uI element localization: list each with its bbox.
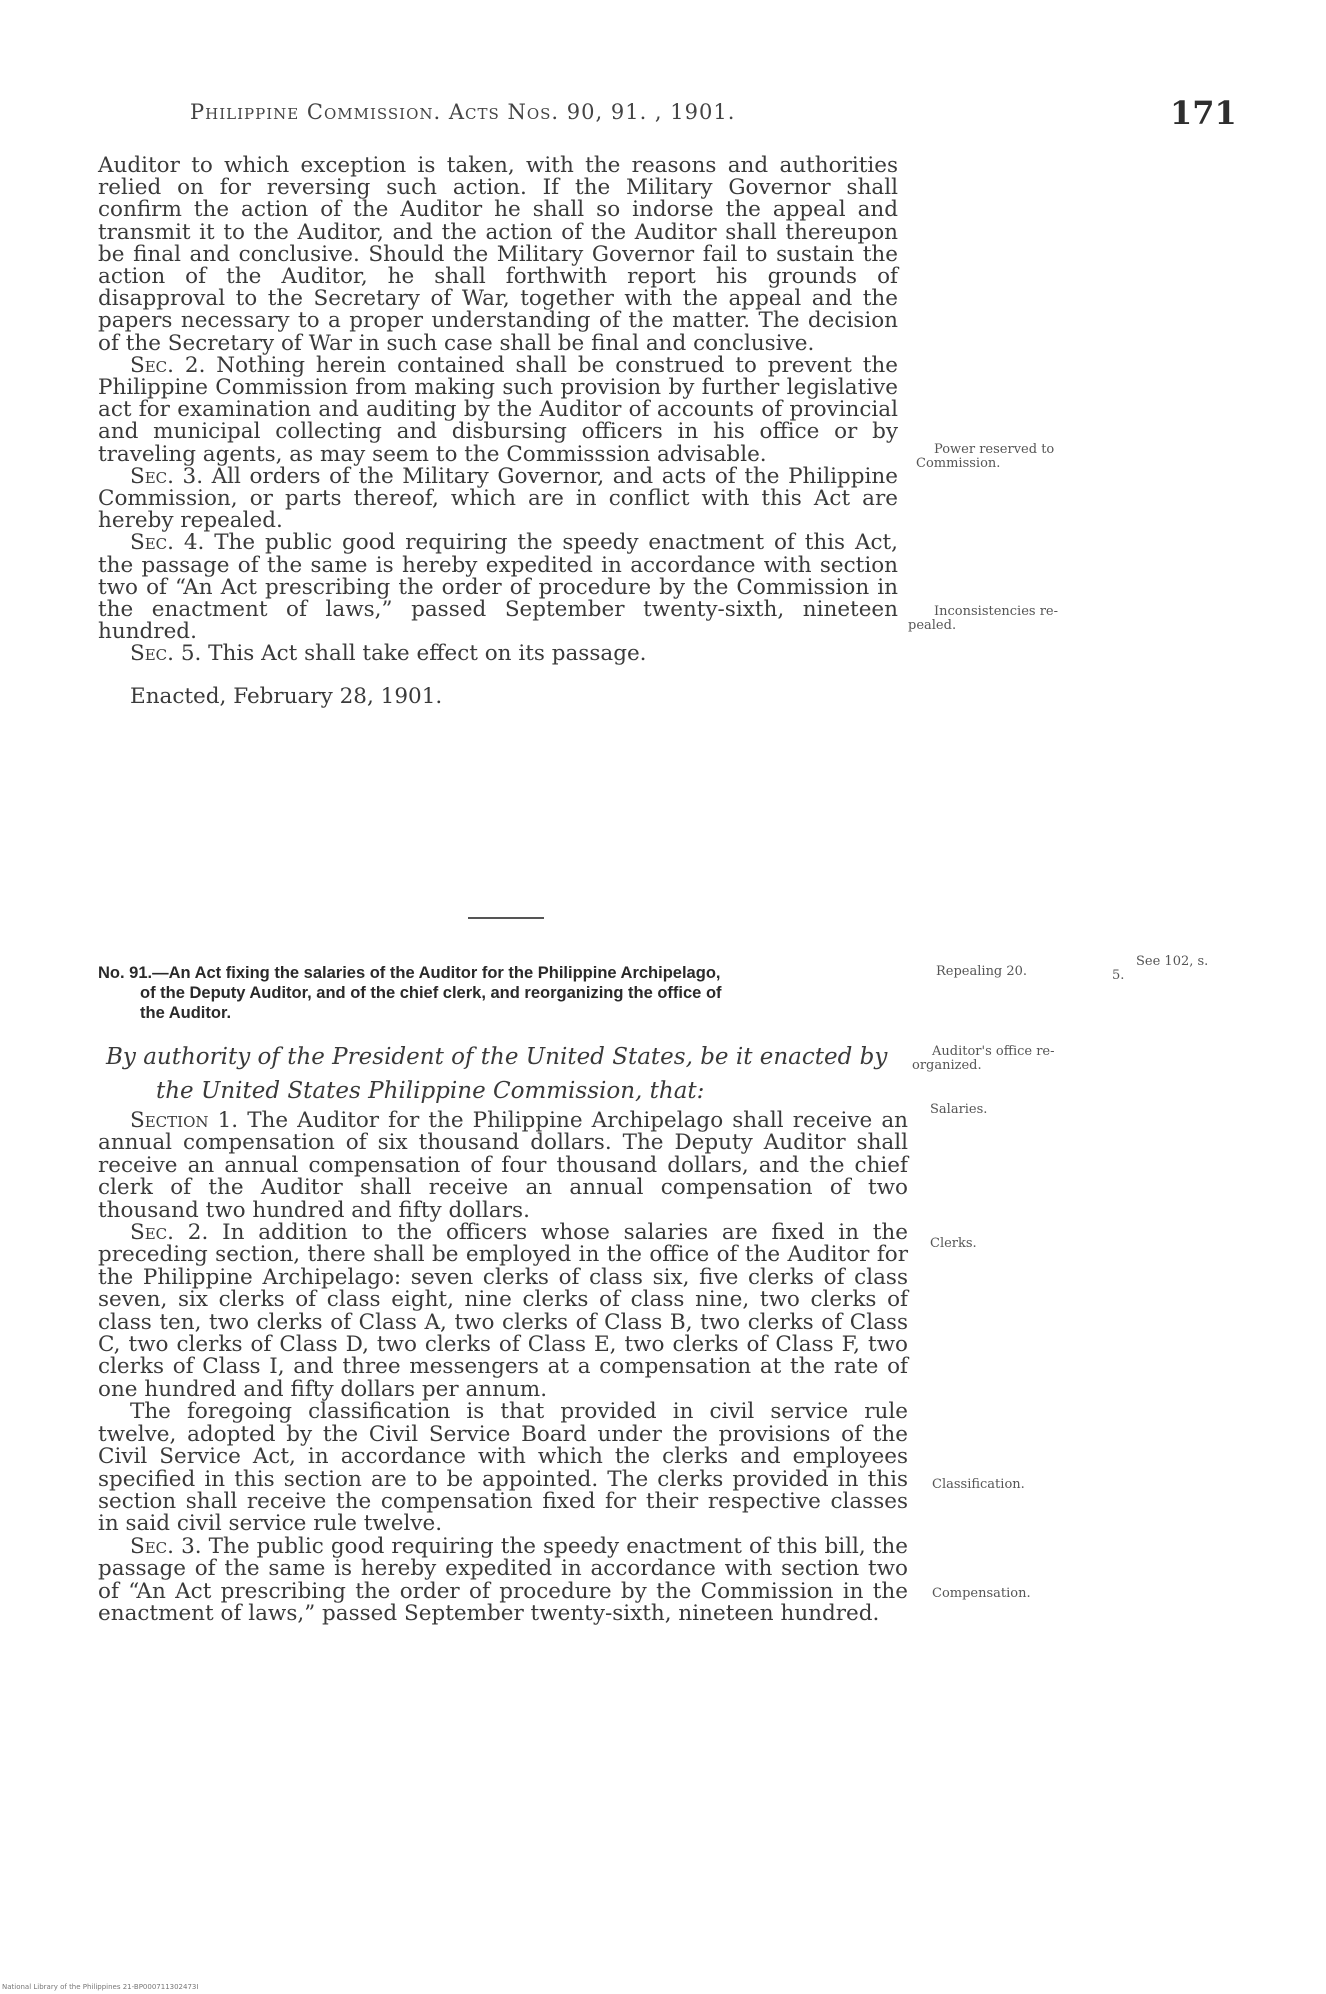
section-text: In addition to the officers whose salaries are fixed in the preceding section, there shall be employed in the office of the Auditor for the Philippine Archipelago: seven clerks of class six, five clerks of class seven, six clerks of class eight, nine clerks of class nine, two clerks of class ten, two clerks of Class A, two clerks of Class B, two clerks of Class C, two clerks of Class D, two clerks of Class E, two clerks of Class F, two clerks of Class I, and three messengers at a compensation at the rate of one hundred and fifty dollars per annum. [98, 1220, 909, 1402]
act-91-title [98, 963, 910, 1023]
section-label: Sec. 3. [130, 1533, 202, 1559]
section-text: Nothing herein contained shall be construed to prevent the Philippine Commission from making such provision by further legislative act for examination and auditing by the Auditor of accounts of provincial and municipal collecting and disbursing officers in his office or by traveling agents, as may seem to the Commisssion advisable. [98, 352, 898, 467]
section-text: All orders of the Military Governor, and acts of the Philippine Commission, or parts thereof, which are in conflict with this Act are hereby repealed. [98, 463, 899, 534]
margin-note-clerks: Clerks. [930, 1236, 977, 1251]
enacting-line: By authority of the President of the United States, be it enacted by [106, 1044, 888, 1070]
act-91-body [98, 1110, 908, 1625]
act-90-continuation [98, 155, 898, 708]
section-label: Sec. 2. [130, 1220, 209, 1246]
enacting-line: the United States Philippine Commission, that: [156, 1078, 705, 1104]
section-label: Sec. 3. [130, 463, 204, 489]
act-title-line: of the Deputy Auditor, and of the chief clerk, and reorganizing the office of [140, 984, 722, 1002]
margin-note-power: Power reserved to Commission. [916, 442, 1055, 471]
margin-note-classification: Classification. [932, 1477, 1025, 1492]
section-text: The Auditor for the Philippine Archipelago shall receive an annual compensation of six thousand dollars. The Deputy Auditor shall receive an annual compensation of four thousand dollars, and the chief clerk of the Auditor shall receive an annual compensation of two thousand two hundred and fifty dollars. [98, 1108, 908, 1223]
section-5 [98, 643, 898, 665]
section-3 [98, 463, 899, 534]
page-number: 171 [1170, 94, 1237, 132]
margin-note-see: See 102, s. 5. [1112, 954, 1209, 983]
section-text: The public good requiring the speedy enactment of this bill, the passage of the same is hereby expedited in accordance with section two of “An Act prescribing the order of procedure by the Commission in the enactment of laws,” passed September twenty-sixth, nineteen hundred. [98, 1533, 908, 1626]
paragraph-appeal: Auditor to which exception is taken, with the reasons and authorities relied on for reversing such action. If the Military Governor shall confirm the action of the Auditor he shall so indorse the appeal and transmit it to the Auditor, and the action of the Auditor shall thereupon be final and conclusive. Should the Military Governor fail to sustain the action of the Auditor, he shall forthwith report his grounds of disapproval to the Secretary of War, together with the appeal and the papers necessary to a proper understanding of the matter. The decision of the Secretary of War in such case shall be final and conclusive. [98, 153, 898, 356]
section-4 [98, 532, 898, 643]
section-2 [98, 352, 898, 467]
margin-note-auditor-office: Auditor's office re- organized. [912, 1044, 1055, 1073]
section-divider [468, 917, 544, 919]
act-title-line: the Auditor. [140, 1004, 232, 1022]
scan-footer: National Library of the Philippines 21-BP000711302473I [2, 1983, 199, 1991]
margin-note-compensation: Compensation. [932, 1586, 1031, 1601]
paragraph-classification: The foregoing classification is that provided in civil service rule twelve, adopted by the Civil Service Board under the provisions of the Civil Service Act, in accordance with which the clerks and employees specified in this section are to be appointed. The clerks provided in this section shall receive the compensation fixed for their respective classes in said civil service rule twelve. [98, 1399, 908, 1537]
section-3 [98, 1533, 908, 1626]
section-label: Sec. 4. [130, 530, 205, 556]
running-header: Philippine Commission. Acts Nos. 90, 91. , 1901. [190, 100, 736, 124]
margin-note-inconsistencies: Inconsistencies re- pealed. [908, 604, 1059, 633]
section-2 [98, 1222, 908, 1401]
enacted-date: Enacted, February 28, 1901. [130, 683, 443, 709]
section-text: The public good requiring the speedy enactment of this Act, the passage of the same is hereby expedited in accordance with section two of “An Act prescribing the order of procedure by the Commission in the enactment of laws,” passed September twenty-sixth, nineteen hundred. [98, 530, 898, 645]
section-label: Sec. 5. [130, 641, 202, 667]
act-title-line: No. 91.—An Act fixing the salaries of the Auditor for the Philippine Archipelago, [98, 964, 721, 982]
section-label: Sec. 2. [130, 352, 206, 378]
margin-note-repealing: Repealing 20. [936, 964, 1028, 979]
margin-note-salaries: Salaries. [930, 1102, 988, 1117]
section-label: Section 1. [130, 1108, 239, 1133]
enacting-clause [106, 1040, 916, 1108]
section-text: This Act shall take effect on its passage. [201, 641, 647, 667]
section-1 [98, 1110, 908, 1222]
